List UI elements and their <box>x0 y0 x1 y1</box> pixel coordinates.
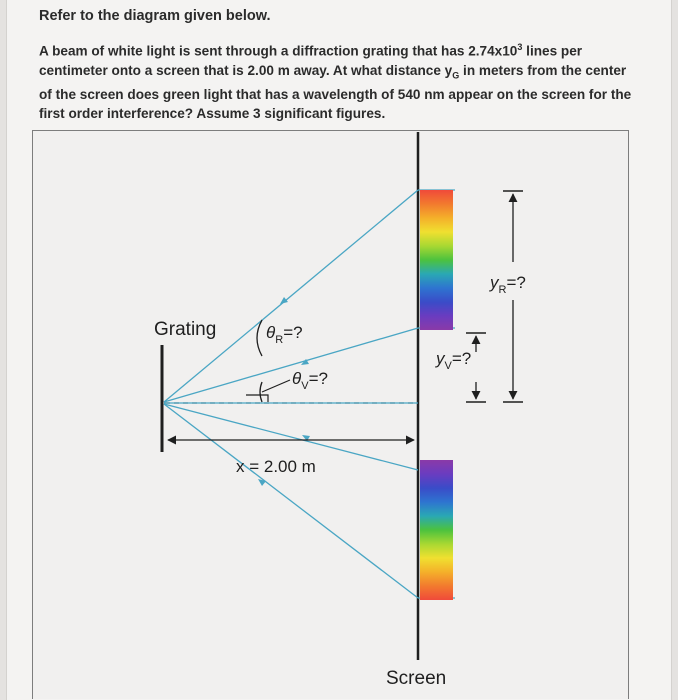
theta-v-suffix: =? <box>308 369 328 388</box>
right-angle-mark <box>246 395 268 402</box>
ray-red-top <box>164 190 418 402</box>
question-exponent: 3 <box>517 42 523 52</box>
y-v-subscript: V <box>444 360 452 372</box>
grating-label: Grating <box>154 319 217 340</box>
theta-r-subscript: R <box>275 334 284 346</box>
y-r-label <box>489 273 526 296</box>
question-text-part1: A beam of white light is sent through a diffraction grating that has 2.74x10 <box>39 43 518 59</box>
angle-v-leader <box>262 380 290 392</box>
screen-label: Screen <box>386 668 447 689</box>
y-v-symbol: y <box>436 349 445 368</box>
theta-v-subscript: V <box>301 380 309 392</box>
angle-arc-r <box>257 320 262 356</box>
y-r-subscript: R <box>498 284 507 296</box>
question-title: Refer to the diagram given below. <box>39 8 271 24</box>
theta-v-symbol: θ <box>292 369 302 388</box>
y-v-label <box>435 349 471 372</box>
distance-label: x = 2.00 m <box>236 457 316 476</box>
theta-r-symbol: θ <box>266 323 276 342</box>
y-v-suffix: =? <box>451 349 472 368</box>
theta-v-label <box>292 369 328 392</box>
y-r-symbol: y <box>490 273 499 292</box>
y-r-suffix: =? <box>506 273 526 292</box>
theta-r-label <box>266 323 303 346</box>
spectrum-top <box>420 190 453 330</box>
question-text-part3: in meters from the center of the screen does green light that has a wavelength of 540 nm appear on the screen for the first order interference? Assume 3 significant figures. <box>39 62 632 122</box>
question-subscript: G <box>452 70 460 81</box>
spectrum-bottom <box>420 460 453 600</box>
ray-arrow-4 <box>258 479 266 486</box>
ray-red-bottom <box>164 404 418 598</box>
ray-arrow-1 <box>280 297 288 304</box>
angle-arc-v <box>260 382 262 402</box>
question-text-part2: lines per centimeter onto a screen that is 2.00 m away. At what distance y <box>39 43 583 78</box>
theta-r-suffix: =? <box>283 323 303 342</box>
